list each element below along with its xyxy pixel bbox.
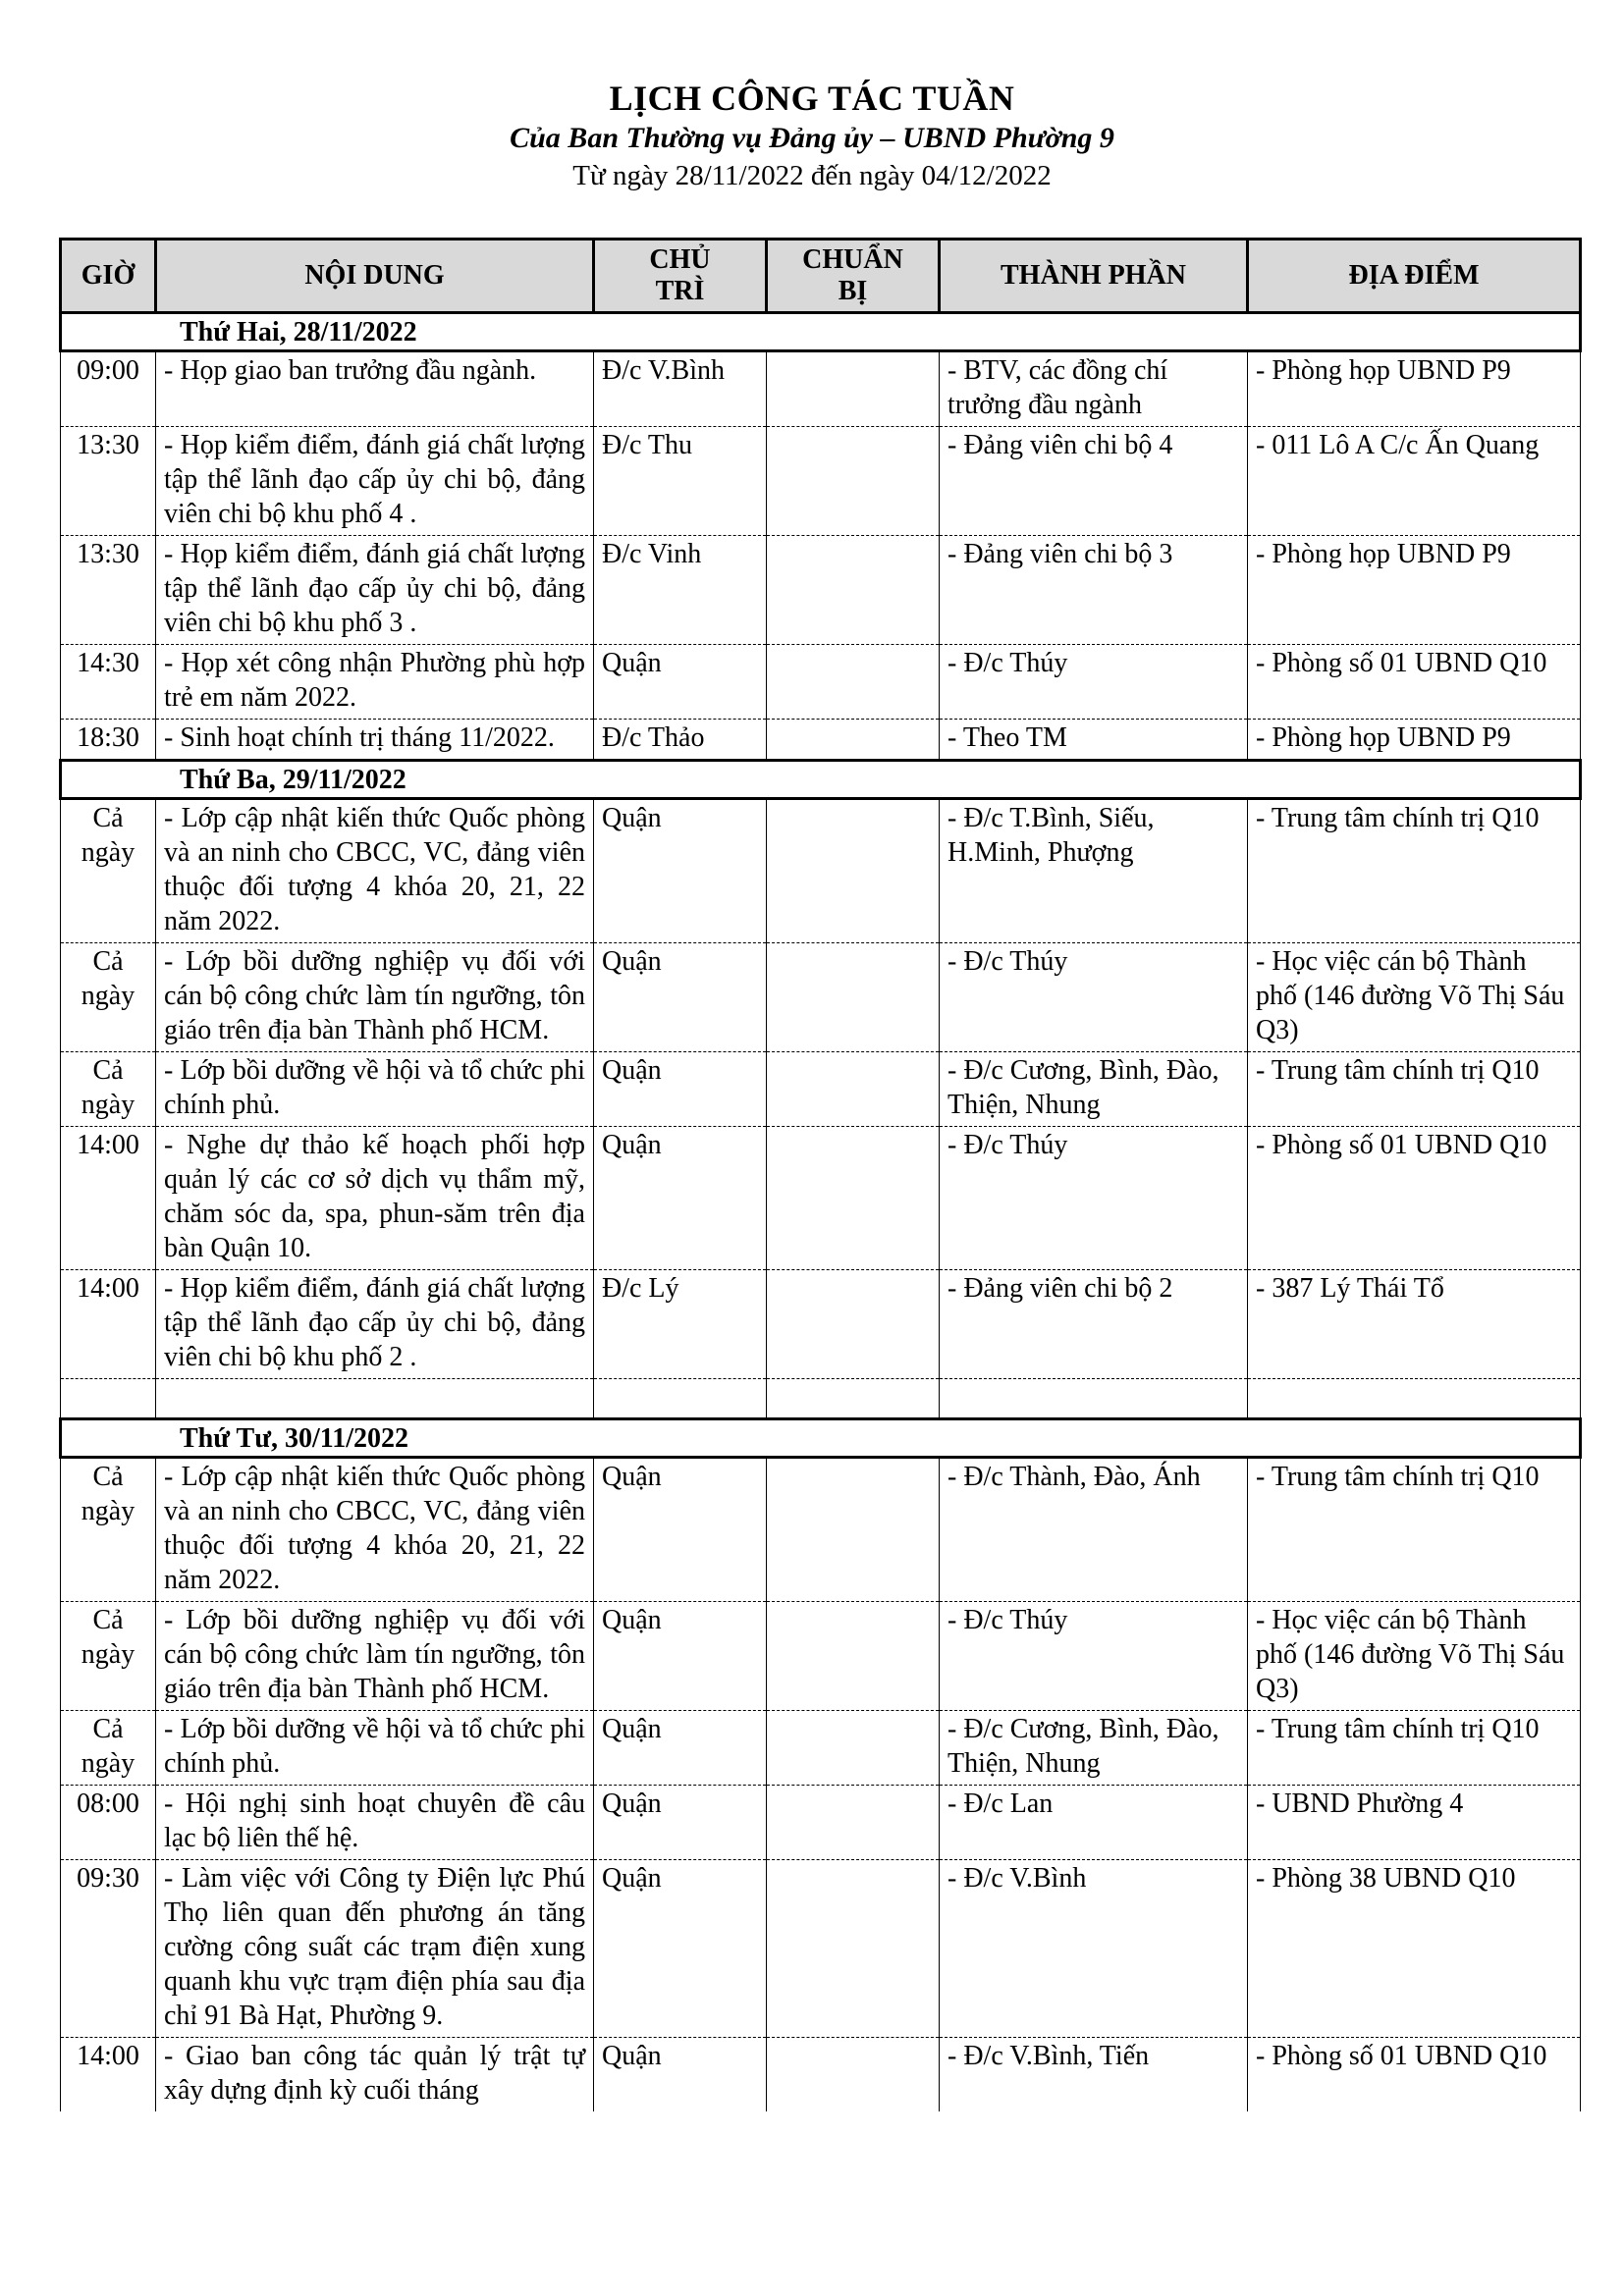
row-prep bbox=[767, 1711, 940, 1786]
row-prep bbox=[767, 799, 940, 943]
row-chair: Đ/c V.Bình bbox=[594, 351, 767, 427]
row-location: - Phòng số 01 UBND Q10 bbox=[1248, 1127, 1581, 1270]
row-time bbox=[61, 799, 156, 943]
row-time: 13:30 bbox=[61, 427, 156, 536]
row-participants: - Đ/c Cương, Bình, Đào, Thiện, Nhung bbox=[940, 1052, 1248, 1127]
row-prep bbox=[767, 720, 940, 761]
table-row bbox=[61, 943, 1581, 1052]
row-chair: Quận bbox=[594, 1458, 767, 1602]
row-participants bbox=[940, 1379, 1248, 1419]
table-row bbox=[61, 2038, 1581, 2112]
row-time bbox=[61, 1458, 156, 1602]
row-chair: Quận bbox=[594, 1860, 767, 2038]
row-prep bbox=[767, 1602, 940, 1711]
row-participants: - Đ/c T.Bình, Siếu, H.Minh, Phượng bbox=[940, 799, 1248, 943]
row-prep bbox=[767, 1052, 940, 1127]
row-location: - Phòng họp UBND P9 bbox=[1248, 536, 1581, 645]
row-location: - Phòng số 01 UBND Q10 bbox=[1248, 2038, 1581, 2112]
col-header-time: GIỜ bbox=[61, 240, 156, 313]
row-time: 08:00 bbox=[61, 1786, 156, 1860]
table-row bbox=[61, 1786, 1581, 1860]
row-content: - Lớp bồi dưỡng nghiệp vụ đối với cán bộ công chức làm tín ngưỡng, tôn giáo trên địa bàn Thành phố HCM. bbox=[156, 1602, 594, 1711]
row-content: - Nghe dự thảo kế hoạch phối hợp quản lý các cơ sở dịch vụ thẩm mỹ, chăm sóc da, spa, phun-săm trên địa bàn Quận 10. bbox=[156, 1127, 594, 1270]
day-label: Thứ Hai, 28/11/2022 bbox=[61, 313, 1581, 351]
time-all-day: Cả ngày bbox=[81, 1462, 135, 1526]
row-participants: - Đ/c Thúy bbox=[940, 1127, 1248, 1270]
schedule-table bbox=[59, 238, 1582, 2111]
row-time: 14:00 bbox=[61, 1127, 156, 1270]
row-location: - Học việc cán bộ Thành phố (146 đường Võ Thị Sáu Q3) bbox=[1248, 943, 1581, 1052]
table-row bbox=[61, 720, 1581, 761]
row-location: - Trung tâm chính trị Q10 bbox=[1248, 1052, 1581, 1127]
row-content: - Lớp cập nhật kiến thức Quốc phòng và an ninh cho CBCC, VC, đảng viên thuộc đối tượng 4 khóa 20, 21, 22 năm 2022. bbox=[156, 799, 594, 943]
row-chair: Quận bbox=[594, 645, 767, 720]
row-prep bbox=[767, 943, 940, 1052]
row-chair: Quận bbox=[594, 2038, 767, 2112]
table-row bbox=[61, 536, 1581, 645]
row-time: 14:30 bbox=[61, 645, 156, 720]
row-content: - Lớp bồi dưỡng nghiệp vụ đối với cán bộ công chức làm tín ngưỡng, tôn giáo trên địa bàn Thành phố HCM. bbox=[156, 943, 594, 1052]
row-content: - Giao ban công tác quản lý trật tự xây dựng định kỳ cuối tháng bbox=[156, 2038, 594, 2112]
table-row bbox=[61, 1052, 1581, 1127]
table-row bbox=[61, 645, 1581, 720]
row-prep bbox=[767, 1127, 940, 1270]
table-row bbox=[61, 427, 1581, 536]
row-content: - Lớp bồi dưỡng về hội và tổ chức phi chính phủ. bbox=[156, 1711, 594, 1786]
row-content: - Họp xét công nhận Phường phù hợp trẻ em năm 2022. bbox=[156, 645, 594, 720]
document-header bbox=[0, 77, 1624, 194]
col-header-prep-line1: CHUẨN bbox=[802, 244, 903, 275]
row-chair: Quận bbox=[594, 943, 767, 1052]
row-content: - Họp giao ban trưởng đầu ngành. bbox=[156, 351, 594, 427]
row-content: - Sinh hoạt chính trị tháng 11/2022. bbox=[156, 720, 594, 761]
row-location bbox=[1248, 1379, 1581, 1419]
row-location: - 387 Lý Thái Tổ bbox=[1248, 1270, 1581, 1379]
row-time: 13:30 bbox=[61, 536, 156, 645]
col-header-prep bbox=[767, 240, 940, 313]
day-label: Thứ Tư, 30/11/2022 bbox=[61, 1419, 1581, 1458]
row-prep bbox=[767, 427, 940, 536]
col-header-chair-line1: CHỦ bbox=[649, 244, 711, 275]
row-participants: - Đảng viên chi bộ 3 bbox=[940, 536, 1248, 645]
row-participants: - Đảng viên chi bộ 2 bbox=[940, 1270, 1248, 1379]
row-time: 18:30 bbox=[61, 720, 156, 761]
col-header-prep-line2: BỊ bbox=[838, 276, 868, 306]
row-chair: Quận bbox=[594, 1711, 767, 1786]
time-all-day: Cả ngày bbox=[81, 1605, 135, 1670]
day-header-row bbox=[61, 761, 1581, 799]
row-chair: Đ/c Thảo bbox=[594, 720, 767, 761]
row-prep bbox=[767, 1379, 940, 1419]
row-prep bbox=[767, 1270, 940, 1379]
row-prep bbox=[767, 2038, 940, 2112]
col-header-chair bbox=[594, 240, 767, 313]
time-all-day: Cả ngày bbox=[81, 1714, 135, 1779]
row-participants: - Đ/c Thúy bbox=[940, 645, 1248, 720]
row-time bbox=[61, 1379, 156, 1419]
row-location: - UBND Phường 4 bbox=[1248, 1786, 1581, 1860]
row-chair: Quận bbox=[594, 1786, 767, 1860]
row-content: - Lớp bồi dưỡng về hội và tổ chức phi chính phủ. bbox=[156, 1052, 594, 1127]
row-chair: Đ/c Thu bbox=[594, 427, 767, 536]
row-participants: - Đ/c Thành, Đào, Ánh bbox=[940, 1458, 1248, 1602]
row-prep bbox=[767, 351, 940, 427]
row-chair bbox=[594, 1379, 767, 1419]
row-chair: Quận bbox=[594, 1602, 767, 1711]
row-chair: Quận bbox=[594, 1127, 767, 1270]
row-participants: - Đ/c Thúy bbox=[940, 1602, 1248, 1711]
row-participants: - Đ/c V.Bình, Tiến bbox=[940, 2038, 1248, 2112]
row-time bbox=[61, 943, 156, 1052]
row-participants: - Đ/c Lan bbox=[940, 1786, 1248, 1860]
row-content: - Họp kiểm điểm, đánh giá chất lượng tập thể lãnh đạo cấp ủy chi bộ, đảng viên chi bộ khu phố 2 . bbox=[156, 1270, 594, 1379]
time-all-day: Cả ngày bbox=[81, 803, 135, 868]
document-title: LỊCH CÔNG TÁC TUẦN bbox=[609, 79, 1015, 118]
header-row bbox=[61, 240, 1581, 313]
table-header bbox=[61, 240, 1581, 313]
row-location: - Phòng số 01 UBND Q10 bbox=[1248, 645, 1581, 720]
row-chair: Đ/c Lý bbox=[594, 1270, 767, 1379]
time-all-day: Cả ngày bbox=[81, 1055, 135, 1120]
row-time bbox=[61, 1052, 156, 1127]
row-participants: - Đảng viên chi bộ 4 bbox=[940, 427, 1248, 536]
row-location: - Phòng họp UBND P9 bbox=[1248, 351, 1581, 427]
row-time: 09:00 bbox=[61, 351, 156, 427]
row-time bbox=[61, 1602, 156, 1711]
row-location: - 011 Lô A C/c Ấn Quang bbox=[1248, 427, 1581, 536]
row-location: - Phòng 38 UBND Q10 bbox=[1248, 1860, 1581, 2038]
row-content bbox=[156, 1379, 594, 1419]
day-label: Thứ Ba, 29/11/2022 bbox=[61, 761, 1581, 799]
col-header-chair-line2: TRÌ bbox=[655, 276, 705, 306]
row-participants: - Đ/c Thúy bbox=[940, 943, 1248, 1052]
table-row bbox=[61, 1602, 1581, 1711]
row-content: - Lớp cập nhật kiến thức Quốc phòng và an ninh cho CBCC, VC, đảng viên thuộc đối tượng 4 khóa 20, 21, 22 năm 2022. bbox=[156, 1458, 594, 1602]
row-time: 09:30 bbox=[61, 1860, 156, 2038]
row-location: - Trung tâm chính trị Q10 bbox=[1248, 1711, 1581, 1786]
row-time bbox=[61, 1711, 156, 1786]
time-all-day: Cả ngày bbox=[81, 946, 135, 1011]
row-location: - Phòng họp UBND P9 bbox=[1248, 720, 1581, 761]
table-row bbox=[61, 1127, 1581, 1270]
row-prep bbox=[767, 536, 940, 645]
row-prep bbox=[767, 645, 940, 720]
col-header-content: NỘI DUNG bbox=[156, 240, 594, 313]
day-header-row bbox=[61, 1419, 1581, 1458]
table-row bbox=[61, 799, 1581, 943]
table-row bbox=[61, 1379, 1581, 1419]
row-prep bbox=[767, 1786, 940, 1860]
row-chair: Quận bbox=[594, 799, 767, 943]
row-location: - Trung tâm chính trị Q10 bbox=[1248, 1458, 1581, 1602]
row-content: - Họp kiểm điểm, đánh giá chất lượng tập thể lãnh đạo cấp ủy chi bộ, đảng viên chi bộ khu phố 4 . bbox=[156, 427, 594, 536]
row-participants: - Đ/c V.Bình bbox=[940, 1860, 1248, 2038]
row-chair: Quận bbox=[594, 1052, 767, 1127]
row-location: - Trung tâm chính trị Q10 bbox=[1248, 799, 1581, 943]
row-content: - Họp kiểm điểm, đánh giá chất lượng tập thể lãnh đạo cấp ủy chi bộ, đảng viên chi bộ khu phố 3 . bbox=[156, 536, 594, 645]
date-range: Từ ngày 28/11/2022 đến ngày 04/12/2022 bbox=[572, 160, 1052, 191]
table-row bbox=[61, 1270, 1581, 1379]
table-row bbox=[61, 1711, 1581, 1786]
row-participants: - BTV, các đồng chí trưởng đầu ngành bbox=[940, 351, 1248, 427]
table-row bbox=[61, 351, 1581, 427]
day-header-row bbox=[61, 313, 1581, 351]
row-content: - Làm việc với Công ty Điện lực Phú Thọ liên quan đến phương án tăng cường công suất các trạm điện xung quanh khu vực trạm điện phía sau địa chỉ 91 Bà Hạt, Phường 9. bbox=[156, 1860, 594, 2038]
row-prep bbox=[767, 1860, 940, 2038]
row-participants: - Theo TM bbox=[940, 720, 1248, 761]
row-content: - Hội nghị sinh hoạt chuyên đề câu lạc bộ liên thế hệ. bbox=[156, 1786, 594, 1860]
row-prep bbox=[767, 1458, 940, 1602]
document-subtitle: Của Ban Thường vụ Đảng ủy – UBND Phường 9 bbox=[510, 122, 1114, 154]
row-chair: Đ/c Vinh bbox=[594, 536, 767, 645]
row-participants: - Đ/c Cương, Bình, Đào, Thiện, Nhung bbox=[940, 1711, 1248, 1786]
table-body bbox=[61, 313, 1581, 2112]
col-header-participants: THÀNH PHẦN bbox=[940, 240, 1248, 313]
row-time: 14:00 bbox=[61, 1270, 156, 1379]
row-location: - Học việc cán bộ Thành phố (146 đường Võ Thị Sáu Q3) bbox=[1248, 1602, 1581, 1711]
col-header-location: ĐỊA ĐIỂM bbox=[1248, 240, 1581, 313]
table-row bbox=[61, 1860, 1581, 2038]
table-row bbox=[61, 1458, 1581, 1602]
row-time: 14:00 bbox=[61, 2038, 156, 2112]
